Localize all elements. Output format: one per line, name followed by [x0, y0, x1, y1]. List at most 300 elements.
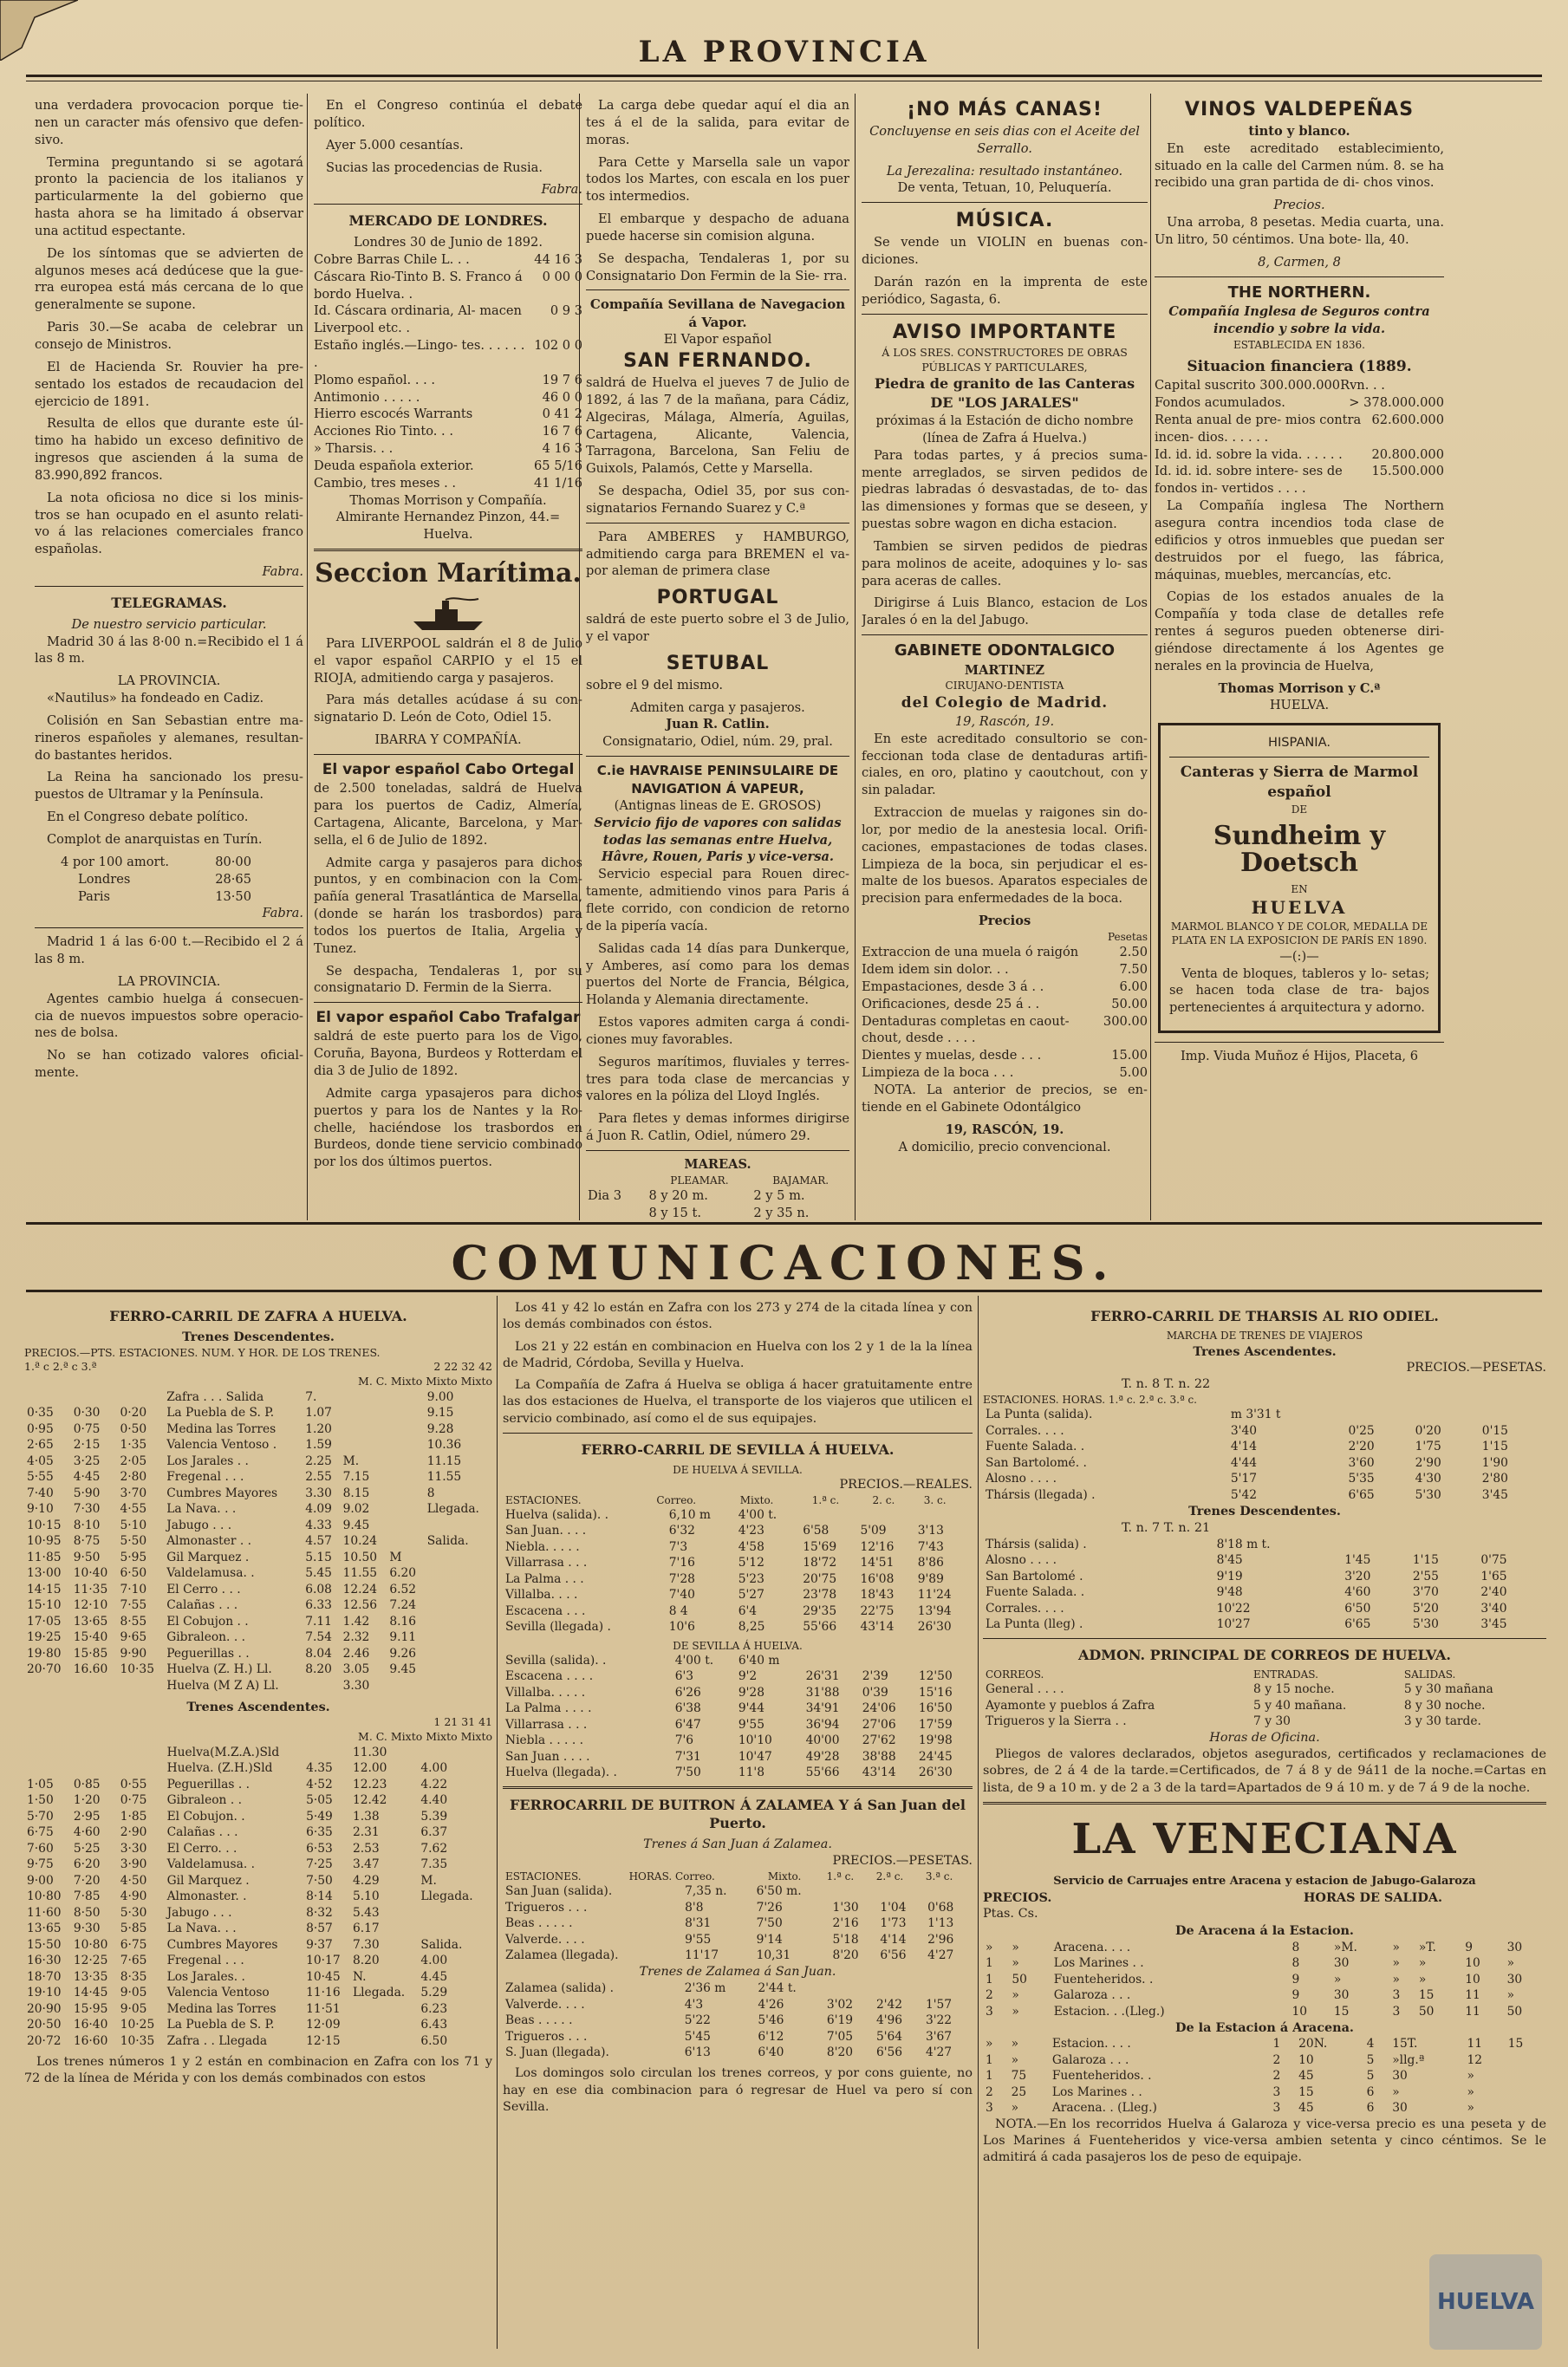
- table-cell: 15·85: [73, 1646, 108, 1661]
- table-cell: 3: [1272, 2084, 1281, 2099]
- table-row: [503, 1997, 973, 2013]
- table-cell: Llegada.: [426, 1502, 479, 1517]
- price-row: Idem idem sin dolor. . . 7.50: [862, 962, 1148, 978]
- table-cell: [1346, 1407, 1413, 1422]
- divider: [35, 927, 303, 928]
- ad-heading: El vapor español Cabo Trafalgar: [316, 1009, 581, 1027]
- table-row: [503, 1571, 973, 1587]
- paragraph: Sucias las procedencias de Rusia.: [326, 159, 543, 175]
- ad-line: Compañía Inglesa de Seguros contra incendio y sobre la vida.: [1168, 304, 1430, 336]
- table-cell: Peguerillas . .: [166, 1646, 250, 1661]
- table-cell: Alosno . . . .: [986, 1553, 1057, 1568]
- table-cell: 3·90: [120, 1857, 147, 1872]
- ad-line: 8, Carmen, 8: [1258, 254, 1341, 270]
- table-cell: 7·25: [306, 1857, 333, 1872]
- table-row: [983, 2084, 1546, 2100]
- table-row: [24, 1745, 492, 1760]
- table-row: [983, 1487, 1546, 1503]
- finance-row: Renta anual de pre- mios contra incen- dios. . . . . . 62.600.000: [1155, 412, 1444, 445]
- table-row: [503, 1749, 973, 1765]
- table-cell: [71, 1389, 118, 1405]
- table-cell: »: [1506, 1956, 1515, 1971]
- ad-paragraph: La Compañía inglesa The Northern asegura contra incendios toda clase de edificios y otros inmuebles que puedan ser destruidos por el fuego, las fábrica, máquinas, muebles, mercancías, etc.: [1155, 498, 1444, 582]
- table-cell: 4'58: [738, 1539, 764, 1554]
- company-heading: Compañía Sevillana de Navegacion á Vapor.: [589, 296, 846, 330]
- table-cell: 1·05: [27, 1777, 54, 1792]
- masthead-rule: [26, 75, 1542, 77]
- table-cell: La Puebla de S. P.: [166, 1406, 275, 1421]
- divider: [862, 202, 1148, 203]
- table-cell: 4·55: [120, 1502, 147, 1517]
- timetable-note: Los trenes números 1 y 2 están en combinacion en Zafra con los 71 y 72 de la línea de Mérida y con los demás combinados con estos: [24, 2055, 492, 2086]
- table-row: [503, 1587, 973, 1603]
- table-cell: Alosno . . . .: [986, 1472, 1057, 1486]
- table-row: [983, 2036, 1546, 2052]
- timetable-sanjuan-zalamea: [503, 1883, 973, 1963]
- table-cell: »: [1392, 1972, 1400, 1987]
- table-cell: 5'27: [738, 1588, 764, 1603]
- sevilla-buitron-timetables: [503, 1300, 973, 2340]
- table-cell: 6'47: [674, 1717, 701, 1732]
- ad-paragraph: Estos vapores admiten carga á condi- ciones muy favorables.: [586, 1015, 849, 1047]
- table-cell: 7'40: [668, 1588, 695, 1603]
- buitron-header: [503, 1870, 973, 1883]
- table-cell: »: [1392, 1956, 1400, 1971]
- finance-row: Id. id. id. sobre la vida. . . . . . 20.800.000: [1155, 446, 1444, 462]
- ad-line: del Colegio de Madrid.: [901, 693, 1109, 712]
- table-cell: 7·30: [73, 1502, 101, 1517]
- table-cell: Estacion. . . .: [1051, 2037, 1131, 2052]
- table-cell: 5'12: [738, 1556, 764, 1570]
- table-cell: [350, 2001, 418, 2017]
- table-cell: 9·10: [27, 1502, 54, 1517]
- table-cell: 6'50: [1344, 1601, 1371, 1616]
- finance-row: Id. id. id. sobre intere- ses de fondos in- vertidos . . . . 15.500.000: [1155, 464, 1444, 497]
- table-cell: 30: [1506, 1972, 1523, 1987]
- table-cell: Niebla . . . . .: [505, 1733, 583, 1748]
- table-row: [24, 1469, 492, 1485]
- divider: [586, 289, 849, 290]
- table-row: [503, 1523, 973, 1538]
- table-cell: [1410, 1537, 1479, 1552]
- table-cell: 7.62: [420, 1841, 448, 1856]
- table-cell: 11.30: [352, 1745, 387, 1759]
- market-row: Acciones Rio Tinto. . . 16 7 6: [314, 424, 582, 439]
- marble-ad-box: [1158, 723, 1441, 1033]
- table-row: [24, 1486, 492, 1501]
- table-cell: »: [986, 2037, 993, 2052]
- table-row: [503, 2013, 973, 2028]
- table-cell: 2'44 t.: [758, 1981, 797, 1996]
- table-cell: 13·35: [73, 1969, 108, 1984]
- table-cell: 3'60: [1348, 1455, 1375, 1470]
- table-row: [983, 1601, 1546, 1616]
- table-cell: 3'20: [1344, 1569, 1371, 1583]
- table-cell: Valverde. . . .: [505, 1932, 585, 1947]
- table-cell: 1.20: [305, 1421, 332, 1436]
- table-cell: 18'72: [803, 1556, 837, 1570]
- price-row: Dientes y muelas, desde . . . 15.00: [862, 1048, 1148, 1063]
- table-cell: Almonaster. .: [166, 1889, 247, 1904]
- table-cell: 13·65: [27, 1922, 62, 1936]
- table-cell: 9.02: [342, 1502, 370, 1517]
- ad-line: Servicio fijo de vapores con salidas todas las semanas entre Huelva, Hâvre, Rouen, Paris y vice-versa.: [594, 815, 842, 865]
- telegram-line: La Reina ha sancionado los presu- puestos de Ultramar y la Península.: [35, 770, 303, 803]
- table-cell: 15·95: [73, 2001, 108, 2016]
- table-row: [24, 1582, 492, 1597]
- ad-paragraph: Darán razón en la imprenta de este periódico, Sagasta, 6.: [862, 274, 1148, 307]
- table-cell: 7,35 n.: [685, 1884, 727, 1899]
- table-cell: Valencia Ventoso: [166, 1986, 270, 2000]
- table-cell: 12'50: [918, 1669, 953, 1684]
- table-row: [503, 1765, 973, 1780]
- table-cell: 9.28: [426, 1421, 454, 1436]
- table-cell: 7.30: [352, 1937, 380, 1952]
- timetable-title: FERRO-CARRIL DE ZAFRA A HUELVA.: [109, 1308, 407, 1324]
- table-row: [24, 1518, 492, 1533]
- table-row: [503, 1900, 973, 1915]
- veneciana-outbound: [983, 1940, 1546, 2019]
- table-cell: 9'28: [738, 1685, 764, 1700]
- divider: [983, 1638, 1546, 1639]
- table-cell: [486, 2001, 492, 2017]
- ad-line: CIRUJANO-DENTISTA: [945, 680, 1064, 693]
- table-cell: 4·05: [27, 1453, 54, 1468]
- tide-row: 8 y 15 t. 2 y 35 n.: [648, 1205, 810, 1220]
- ad-paragraph: Copias de los estados anuales de la Compañía y toda clase de detalles refe rentes á seguros pueden obtenerse diri- giéndose directamente á los Agentes ge nerales en la provincia de Huelva,: [1155, 589, 1444, 673]
- table-cell: Llegada.: [352, 1986, 406, 2000]
- table-cell: 12·15: [306, 2033, 341, 2048]
- table-cell: 2·95: [73, 1809, 101, 1824]
- table-cell: 7·20: [73, 1873, 101, 1888]
- table-cell: 3: [986, 2004, 993, 2019]
- table-cell: 16·40: [73, 2018, 108, 2032]
- table-cell: 8.20: [305, 1662, 332, 1677]
- table-cell: 20·72: [27, 2033, 62, 2048]
- table-cell: 9·30: [73, 1922, 101, 1936]
- table-header-row: [983, 1668, 1546, 1681]
- table-cell: Los Jarales . .: [166, 1453, 249, 1468]
- sevilla-header: [503, 1493, 973, 1507]
- table-row: [983, 1698, 1546, 1713]
- table-row: [503, 1883, 973, 1899]
- table-cell: El Cerro . . .: [166, 1582, 241, 1596]
- table-cell: 50: [1418, 2004, 1435, 2019]
- table-cell: [425, 1661, 492, 1677]
- table-cell: 22'75: [860, 1603, 895, 1618]
- table-cell: 3'40: [1230, 1423, 1258, 1438]
- ad-paragraph: saldrá de este puerto sobre el 3 de Julio, y el vapor: [586, 612, 849, 644]
- table-cell: 1: [986, 1972, 993, 1987]
- table-cell: Calañas . . .: [166, 1598, 238, 1613]
- table-cell: 30: [1333, 1988, 1350, 2003]
- veneciana-route: De Aracena á la Estacion.: [1175, 1923, 1354, 1939]
- table-cell: [341, 1405, 387, 1421]
- table-cell: 7'28: [668, 1571, 695, 1586]
- table-cell: 8: [1291, 1940, 1300, 1954]
- timetable-subtitle: Trenes á San Juan á Zalamea.: [643, 1837, 832, 1851]
- divider: [35, 586, 303, 587]
- table-cell: [486, 1777, 492, 1792]
- table-cell: 26'31: [805, 1669, 840, 1684]
- table-cell: 4·60: [73, 1825, 101, 1840]
- table-cell: 2'90: [1415, 1455, 1441, 1470]
- table-cell: 19'98: [918, 1733, 953, 1748]
- ad-line: Consignatario, Odiel, núm. 29, pral.: [602, 734, 833, 750]
- table-cell: 6·20: [73, 1857, 101, 1872]
- table-cell: 2'40: [1480, 1585, 1507, 1600]
- table-cell: 4: [1366, 2037, 1375, 2052]
- table-cell: 24'06: [862, 1701, 896, 1716]
- table-cell: 5.15: [305, 1550, 332, 1564]
- table-cell: 7.11: [305, 1614, 332, 1629]
- table-cell: Aracena. . (Lleg.): [1051, 2101, 1157, 2116]
- timetable-subtitle: Trenes de Zalamea á San Juan.: [639, 1964, 836, 1979]
- column-divider: [978, 1296, 979, 2349]
- table-row: [983, 2068, 1546, 2084]
- table-cell: 7'05: [826, 2029, 854, 2044]
- table-cell: 7.15: [342, 1470, 370, 1485]
- table-cell: 45: [1298, 2069, 1314, 2084]
- table-cell: Villarrasa . . .: [505, 1556, 588, 1570]
- table-cell: 12·10: [73, 1598, 108, 1613]
- table-row: [983, 1455, 1546, 1471]
- table-cell: 18·70: [27, 1969, 62, 1984]
- table-cell: 4.00: [420, 1954, 448, 1968]
- table-cell: 31'88: [805, 1685, 840, 1700]
- table-cell: 30: [1333, 1956, 1350, 1971]
- table-cell: [425, 1550, 492, 1565]
- timetable-subtitle: MARCHA DE TRENES DE VIAJEROS: [1166, 1330, 1363, 1343]
- table-cell: [425, 1518, 492, 1533]
- post-subtitle: Horas de Oficina.: [1209, 1730, 1320, 1745]
- market-date: Londres 30 de Junio de 1892.: [354, 234, 543, 250]
- table-cell: [387, 1486, 424, 1501]
- table-cell: [24, 1745, 71, 1760]
- telegram-header: Madrid 30 á las 8·00 n.=Recibido el 1 á las 8 m.: [35, 634, 303, 667]
- table-row: [503, 1948, 973, 1963]
- market-row: Cambio, tres meses . . 41 1/16: [314, 475, 582, 491]
- table-cell: 2·05: [120, 1453, 147, 1468]
- table-cell: [71, 1745, 118, 1760]
- timetable-header: T. n. 8 T. n. 22: [1122, 1377, 1211, 1392]
- table-header-cell: ESTACIONES.: [505, 1493, 582, 1506]
- table-cell: 3.47: [352, 1857, 380, 1872]
- table-cell: 5'30: [1412, 1617, 1439, 1632]
- table-cell: Gil Marquez .: [166, 1873, 250, 1888]
- table-cell: 3'45: [1481, 1487, 1508, 1502]
- veneciana-note: NOTA.—En los recorridos Huelva á Galaroza y vice-versa precio es una peseta y de Los Marines á Fuenteheridos y vice-versa ambien setenta y cinco céntimos. Se le admitirá á cada pasajeros los de peso de equipaje.: [983, 2117, 1546, 2165]
- table-cell: 8'31: [685, 1916, 712, 1931]
- table-cell: 43'14: [862, 1765, 896, 1780]
- price-row: Dentaduras completas en caout- chout, desde . . . . 300.00: [862, 1013, 1148, 1046]
- table-row: [24, 1937, 492, 1953]
- timetable-subtitle: Trenes Descendentes.: [1188, 1504, 1341, 1519]
- finance-row: Capital suscrito 300.000.000Rvn. . .: [1155, 378, 1385, 393]
- timetable-header: M. C. Mixto Mixto Mixto: [358, 1375, 492, 1388]
- table-cell: 11'8: [738, 1765, 764, 1780]
- table-cell: 10·40: [73, 1566, 108, 1581]
- table-cell: Trigueros . . .: [505, 1900, 588, 1915]
- firm-address: Almirante Hernandez Pinzon, 44.= Huelva.: [335, 510, 561, 543]
- table-cell: 0'20: [1415, 1423, 1441, 1438]
- table-cell: »: [1467, 2101, 1474, 2116]
- table-cell: [387, 1678, 424, 1694]
- market-row: Estaño inglés.—Lingo- tes. . . . . . . 102 0 0: [314, 338, 582, 370]
- table-cell: 18'43: [860, 1588, 895, 1603]
- table-cell: 5.10: [352, 1889, 380, 1904]
- ad-paragraph: Admite carga ypasajeros para dichos puertos y para los de Nantes y la Ro- chelle, haciéndose los trasbordos en Burdeos, donde tiene servicio combinado por los dos últimos puertos.: [314, 1085, 582, 1170]
- table-cell: Villarrasa . . .: [505, 1717, 588, 1732]
- table-row: [983, 2004, 1546, 2019]
- timetable-header: PRECIOS.—PTS. ESTACIONES. NUM. Y HOR. DE LOS TRENES.: [24, 1345, 381, 1359]
- table-cell: M.: [420, 1873, 437, 1888]
- table-cell: 2: [1272, 2069, 1281, 2084]
- table-cell: 11: [1465, 1988, 1480, 2003]
- table-cell: »: [1012, 1940, 1019, 1954]
- prices-heading: Precios: [978, 914, 1031, 929]
- currency-label: Pesetas: [1107, 930, 1148, 943]
- table-cell: [303, 1745, 350, 1760]
- table-cell: 8·50: [73, 1905, 101, 1920]
- table-cell: 7'31: [674, 1749, 701, 1764]
- timetable-descending: [24, 1389, 492, 1694]
- table-cell: [387, 1405, 424, 1421]
- table-cell: N.: [352, 1969, 367, 1984]
- table-cell: 27'06: [862, 1717, 896, 1732]
- table-cell: Niebla. . . . .: [505, 1539, 580, 1554]
- table-cell: [71, 1678, 118, 1694]
- divider: [314, 549, 582, 551]
- table-cell: 5·49: [306, 1809, 333, 1824]
- ad-paragraph: Para LIVERPOOL saldrán el 8 de Julio el vapor español CARPIO y el 15 el RIOJA, admitiendo carga y pasajeros.: [314, 635, 582, 686]
- table-cell: 15'16: [918, 1685, 953, 1700]
- telegram-signature: LA PROVINCIA.: [117, 973, 221, 989]
- table-cell: 9'19: [1216, 1569, 1243, 1583]
- ship-name: PORTUGAL: [656, 587, 779, 609]
- table-cell: 11.55: [342, 1566, 378, 1581]
- table-cell: [486, 1760, 492, 1776]
- table-cell: 5·50: [120, 1534, 147, 1549]
- table-cell: 8·75: [73, 1534, 101, 1549]
- table-cell: 15: [1507, 2037, 1524, 2052]
- table-cell: [425, 1565, 492, 1581]
- firm-name: Thomas Morrison y Compañía.: [349, 492, 547, 508]
- table-cell: 6: [1366, 2101, 1375, 2116]
- table-cell: 11·85: [27, 1550, 62, 1564]
- table-cell: 29'35: [803, 1603, 837, 1618]
- table-cell: [425, 1614, 492, 1629]
- table-cell: [1506, 2084, 1546, 2100]
- table-cell: La Nava. . .: [166, 1502, 237, 1517]
- table-cell: »: [986, 1940, 993, 1954]
- table-cell: 20·90: [27, 2001, 62, 2016]
- table-cell: 4.33: [305, 1518, 332, 1532]
- table-cell: [71, 1760, 118, 1776]
- news-paragraph: una verdadera provocacion porque tie- nen un caracter más ofensivo que defen- sivo.: [35, 98, 303, 147]
- table-cell: 3: [1392, 2004, 1401, 2019]
- table-cell: 7'43: [917, 1539, 944, 1554]
- table-cell: [486, 1937, 492, 1953]
- table-cell: 5: [1366, 2069, 1375, 2084]
- ad-paragraph: Se despacha, Tendaleras 1, por su consignatario D. Fermin de la Sierra.: [314, 963, 582, 996]
- timetable-header: 1.ª c 2.ª c 3.ª 2 22 32 42: [24, 1360, 492, 1374]
- market-row: Antimonio . . . . . 46 0 0: [314, 389, 582, 405]
- table-cell: 15: [1333, 2004, 1350, 2019]
- table-cell: »: [1392, 1940, 1400, 1954]
- veneciana-route: De la Estacion á Aracena.: [1175, 2020, 1354, 2036]
- ad-line: tinto y blanco.: [1248, 123, 1350, 139]
- table-cell: Estacion. . .(Lleg.): [1053, 2004, 1165, 2019]
- table-cell: 17'59: [918, 1717, 953, 1732]
- divider: [314, 204, 582, 205]
- table-header-cell: 2. c.: [872, 1493, 895, 1506]
- table-cell: 8'8: [685, 1900, 704, 1915]
- table-cell: Thársis (llegada) .: [986, 1487, 1096, 1502]
- table-cell: 7'26: [756, 1900, 783, 1915]
- table-cell: 4'26: [758, 1997, 784, 2012]
- table-cell: »: [1012, 2004, 1019, 2019]
- table-cell: 6·50: [120, 1566, 147, 1581]
- table-row: [983, 2100, 1546, 2116]
- ad-paragraph: En este acreditado consultorio se con- feccionan toda clase de dentaduras artifi- ciales, en oro, platino y caoutchout, con y sin paladar.: [862, 731, 1148, 798]
- table-cell: Jabugo . . .: [166, 1518, 232, 1532]
- ad-paragraph: Para Cette y Marsella sale un vapor todos los Martes, con escala en los puer tos intermedios.: [586, 154, 849, 205]
- table-cell: 6: [1366, 2084, 1375, 2099]
- table-cell: 6'65: [1344, 1617, 1371, 1632]
- timetable-prices: PRECIOS.—PESETAS.: [832, 1853, 973, 1868]
- table-cell: 2.31: [352, 1825, 380, 1840]
- table-cell: 3'13: [917, 1524, 944, 1538]
- table-row: [983, 1407, 1546, 1422]
- table-cell: 7'3: [668, 1539, 688, 1554]
- ad-paragraph: Para fletes y demas informes dirigirse á Juon R. Catlin, Odiel, número 29.: [586, 1111, 849, 1144]
- table-cell: Medina las Torres: [166, 2001, 277, 2016]
- table-row: [983, 1423, 1546, 1439]
- market-row: » Tharsis. . . 4 16 3: [314, 441, 582, 457]
- table-cell: 0·20: [120, 1406, 147, 1421]
- ad-paragraph: Para todas partes, y á precios suma- mente arreglados, se sirven pedidos de piedras labradas ó desvastadas, de to- das las dimensiones y formas que se deseen, y puestas sobre wagon en dicha estacion.: [862, 447, 1148, 532]
- table-cell: 25: [1011, 2084, 1027, 2099]
- table-cell: 9.45: [342, 1518, 370, 1532]
- table-row: [24, 1777, 492, 1792]
- table-cell: Valdelamusa. .: [166, 1857, 255, 1872]
- table-cell: [486, 1824, 492, 1840]
- table-cell: 6'56: [875, 2045, 903, 2059]
- table-cell: 3.30: [305, 1486, 332, 1500]
- telegram-line: En el Congreso debate político.: [47, 810, 249, 825]
- table-cell: 2: [1272, 2052, 1281, 2067]
- table-cell: [387, 1533, 424, 1549]
- tides-heading: MAREAS.: [684, 1156, 751, 1172]
- table-cell: 10·15: [27, 1518, 62, 1532]
- price-row: Empastaciones, desde 3 á . . 6.00: [862, 979, 1148, 994]
- table-cell: 3'45: [1480, 1617, 1507, 1632]
- section-rule: [26, 1222, 1542, 1225]
- table-cell: 16·60: [73, 2033, 108, 2048]
- table-row: [24, 1661, 492, 1677]
- table-cell: [916, 1653, 973, 1668]
- table-row: [24, 1792, 492, 1808]
- table-cell: [425, 1678, 492, 1694]
- table-cell: [24, 1678, 71, 1694]
- table-cell: 9·65: [120, 1630, 147, 1645]
- market-row: Hierro escocés Warrants 0 41 2: [314, 406, 582, 422]
- table-cell: Valverde. . . .: [505, 1997, 585, 2012]
- table-cell: 1'30: [832, 1900, 859, 1915]
- table-cell: 5'23: [738, 1571, 764, 1586]
- agent-city: HUELVA.: [1269, 698, 1330, 713]
